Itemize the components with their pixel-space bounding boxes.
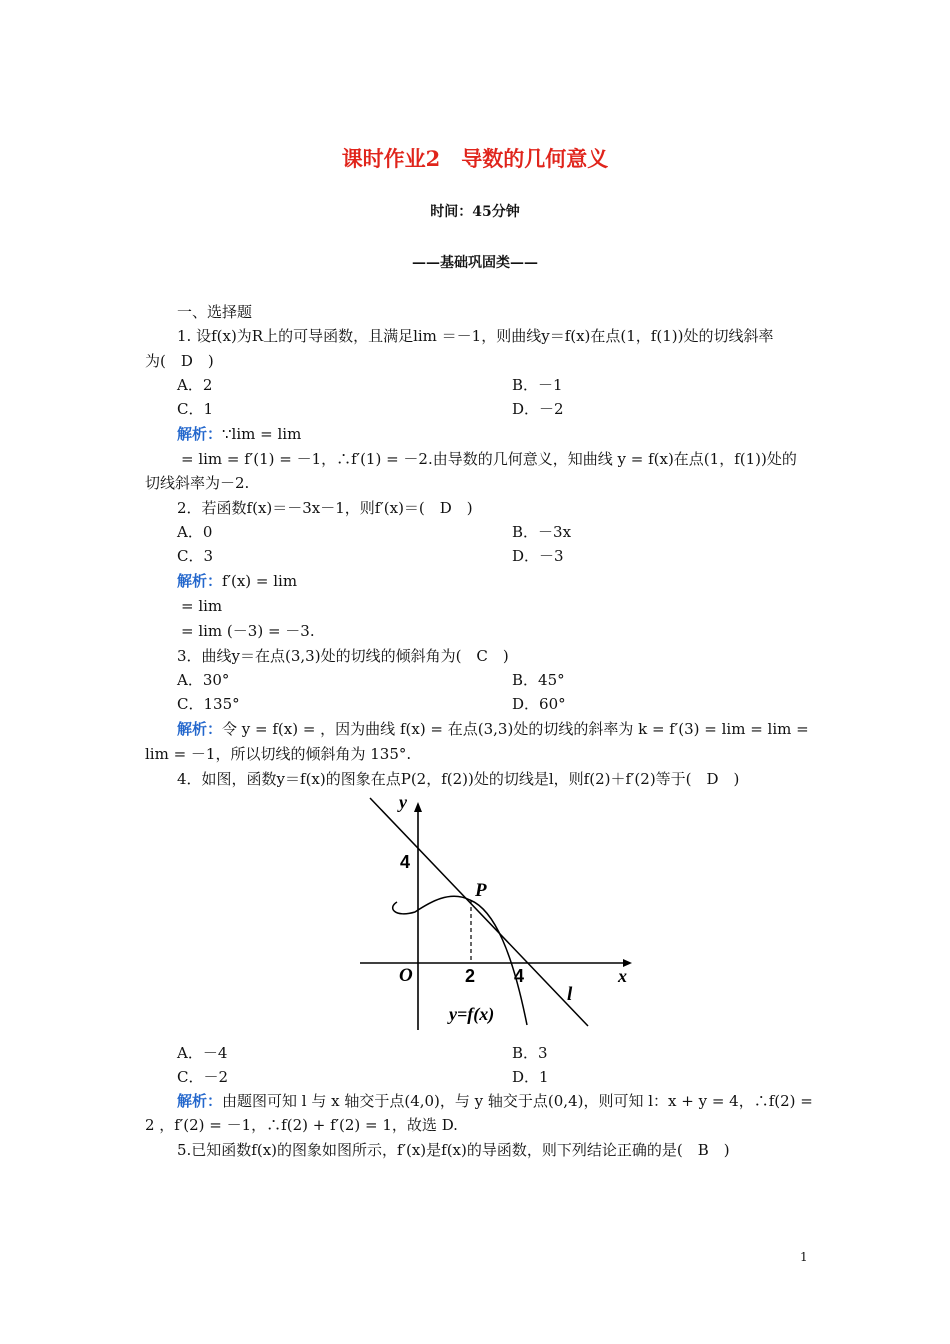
origin-label: O bbox=[399, 965, 413, 986]
analysis-label: 解析： bbox=[177, 572, 223, 590]
q4-option-d: D．1 bbox=[512, 1068, 549, 1086]
q3-option-a: A．30° bbox=[177, 671, 230, 689]
q2-analysis bbox=[177, 571, 297, 591]
q1-analysis-line2: = lim = f′(1) = －1，∴f′(1) = －2.由导数的几何意义，知曲线 y = f(x)在点(1，f(1))处的 bbox=[181, 450, 797, 468]
q4-analysis-text: 由题图可知 l 与 x 轴交于点(4,0)，与 y 轴交于点(0,4)，则可知 l：x + y = 4，∴f(2) = bbox=[222, 1092, 813, 1110]
function-graph bbox=[355, 790, 635, 1035]
q1-analysis-line3: 切线斜率为－2. bbox=[145, 474, 250, 492]
q2-analysis-line2: = lim bbox=[181, 597, 223, 615]
x-tick-4: 4 bbox=[514, 966, 525, 986]
curve-label: y=f(x) bbox=[449, 1004, 495, 1024]
y-axis-arrow bbox=[414, 802, 422, 812]
q3-option-c: C．135° bbox=[177, 695, 240, 713]
q2-option-a: A．0 bbox=[177, 523, 213, 541]
line-l-label: l bbox=[567, 984, 573, 1005]
q1-option-c: C．1 bbox=[177, 400, 214, 418]
q2-stem: 2．若函数f(x)＝－3x－1，则f′(x)＝( D ) bbox=[177, 499, 473, 517]
q2-option-b: B．－3x bbox=[512, 523, 572, 541]
q1-option-b: B．－1 bbox=[512, 376, 563, 394]
page-number: 1 bbox=[800, 1250, 808, 1264]
q1-option-d: D．－2 bbox=[512, 400, 564, 418]
time-limit: 时间：45分钟 bbox=[430, 204, 520, 220]
q1-analysis bbox=[177, 424, 301, 444]
q1-stem-cont: 为( D ) bbox=[145, 352, 214, 370]
section-heading: ——基础巩固类—— bbox=[412, 255, 538, 271]
x-axis-label: x bbox=[618, 966, 627, 986]
q3-stem: 3．曲线y＝在点(3,3)处的切线的倾斜角为( C ) bbox=[177, 647, 509, 665]
q4-option-b: B．3 bbox=[512, 1044, 548, 1062]
page-title: 课时作业2 导数的几何意义 bbox=[341, 146, 609, 171]
q3-analysis bbox=[177, 719, 809, 739]
q3-analysis-text: 令 y = f(x) = ，因为曲线 f(x) = 在点(3,3)处的切线的斜率为 k = f′(3) = lim = lim = bbox=[222, 720, 809, 738]
tangent-line-figure bbox=[355, 790, 635, 1039]
q4-stem: 4．如图，函数y＝f(x)的图象在点P(2，f(2))处的切线是l，则f(2)＋f′(2)等于( D ) bbox=[177, 770, 740, 788]
q2-option-d: D．－3 bbox=[512, 547, 564, 565]
q3-analysis-line2: lim = －1，所以切线的倾斜角为 135°. bbox=[145, 745, 412, 763]
q5-stem: 5.已知函数f(x)的图象如图所示，f′(x)是f(x)的导函数，则下列结论正确的是( B ) bbox=[177, 1141, 730, 1159]
x-tick-2: 2 bbox=[465, 966, 476, 986]
q4-option-c: C．－2 bbox=[177, 1068, 229, 1086]
analysis-label: 解析： bbox=[177, 720, 223, 738]
q1-stem: 1. 设f(x)为R上的可导函数，且满足lim ＝－1，则曲线y＝f(x)在点(1，f(1))处的切线斜率 bbox=[177, 327, 774, 345]
y-tick-4: 4 bbox=[400, 852, 411, 872]
y-axis-label: y bbox=[399, 792, 407, 812]
q1-option-a: A．2 bbox=[177, 376, 213, 394]
part-heading: 一、选择题 bbox=[177, 303, 253, 321]
q2-option-c: C．3 bbox=[177, 547, 214, 565]
q2-analysis-text: f′(x) = lim bbox=[222, 572, 298, 590]
q2-analysis-line3: = lim (－3) = －3. bbox=[181, 622, 315, 640]
analysis-label: 解析： bbox=[177, 1092, 223, 1110]
q3-option-d: D．60° bbox=[512, 695, 566, 713]
point-p-label: P bbox=[475, 880, 487, 901]
q4-option-a: A．－4 bbox=[177, 1044, 228, 1062]
analysis-label: 解析： bbox=[177, 425, 223, 443]
q4-analysis bbox=[177, 1091, 813, 1111]
q3-option-b: B．45° bbox=[512, 671, 565, 689]
tangent-line-l bbox=[370, 798, 588, 1026]
q1-analysis-text: ∵lim = lim bbox=[222, 425, 302, 443]
q4-analysis-line2: 2 ，f′(2) = －1，∴f(2) + f′(2) = 1，故选 D. bbox=[145, 1116, 458, 1134]
